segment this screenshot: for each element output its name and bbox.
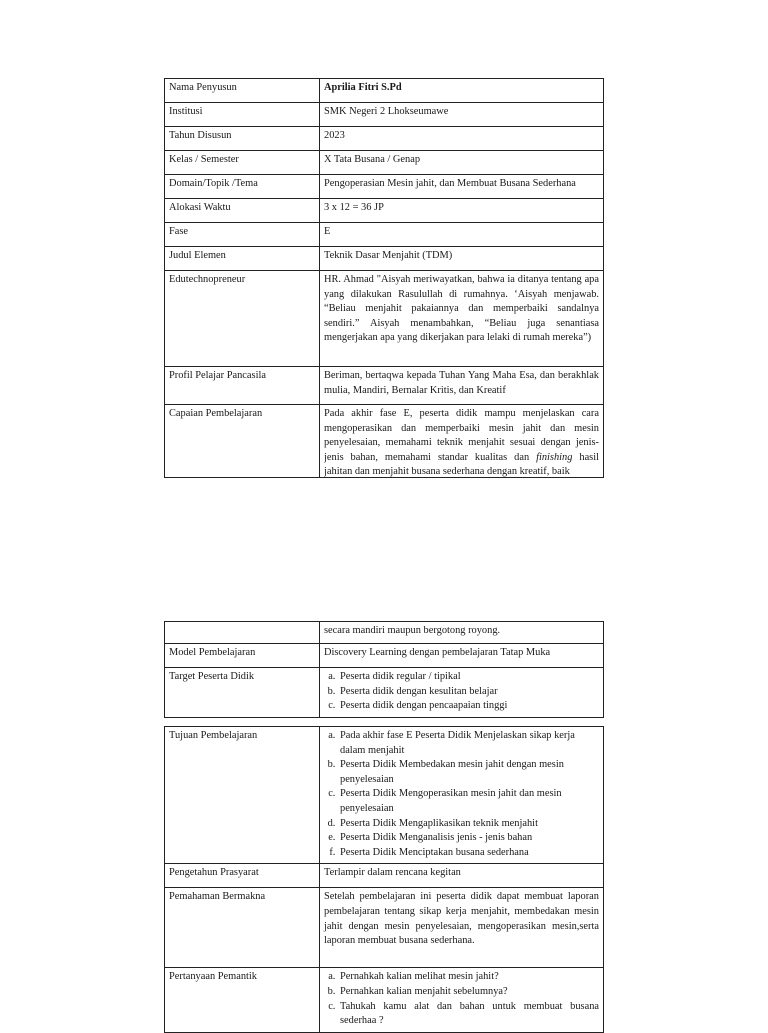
list-item: b. Pernahkan kalian menjahit sebelumnya? [338, 985, 599, 1000]
table-row [165, 79, 604, 103]
list-item: d. Peserta Didik Mengaplikasikan teknik menjahit [338, 817, 599, 832]
capaian-text-part: Pada akhir fase E, peserta didik mampu menjelaskan cara mengoperasikan dan memperbaiki mesin jahit dan mesin penyelesaian, memahami teknik menjahit sesuai dengan jenis-jenis bahan, memahami standar kualitas dan [324, 408, 599, 463]
table-row [165, 127, 604, 151]
target-list [324, 670, 599, 714]
row-label: Profil Pelajar Pancasila [165, 367, 320, 405]
continuation-text: secara mandiri maupun bergotong royong. [320, 622, 604, 644]
list-item: c. Peserta Didik Mengoperasikan mesin jahit dan mesin penyelesaian [338, 787, 599, 816]
tujuan-list [324, 729, 599, 860]
row-label: Tujuan Pembelajaran [165, 727, 320, 864]
row-value: X Tata Busana / Genap [320, 151, 604, 175]
row-label [165, 622, 320, 644]
table-row [165, 968, 604, 1032]
capaian-text [324, 405, 599, 477]
table-row [165, 888, 604, 968]
list-item: f. Peserta Didik Menciptakan busana sederhana [338, 846, 599, 861]
target-list-cell [320, 668, 604, 718]
list-item: a. Peserta didik regular / tipikal [338, 670, 599, 685]
table-row [165, 367, 604, 405]
table-row [165, 668, 604, 718]
table-row [165, 199, 604, 223]
list-item: a. Pernahkah kalian melihat mesin jahit? [338, 970, 599, 985]
row-label: Capaian Pembelajaran [165, 405, 320, 478]
row-value: E [320, 223, 604, 247]
row-label: Edutechnopreneur [165, 271, 320, 367]
row-label: Nama Penyusun [165, 79, 320, 103]
row-value: Pengoperasian Mesin jahit, dan Membuat Busana Sederhana [320, 175, 604, 199]
row-value: 2023 [320, 127, 604, 151]
row-value: HR. Ahmad "Aisyah meriwayatkan, bahwa ia ditanya tentang apa yang dilakukan Rasulullah di rumahnya. ‘Aisyah menjawab. “Beliau menjahit pakaiannya dan memperbaiki sandalnya sendiri.” Aisyah menambahkan, “Beliau juga senantiasa mengerjakan apa yang dikerjakan para lelaki di rumah mereka”) [320, 271, 604, 367]
row-label: Target Peserta Didik [165, 668, 320, 718]
row-value: Discovery Learning dengan pembelajaran Tatap Muka [320, 644, 604, 668]
list-item: a. Pada akhir fase E Peserta Didik Menjelaskan sikap kerja dalam menjahit [338, 729, 599, 758]
table-row [165, 175, 604, 199]
table-row [165, 405, 604, 478]
identity-table [164, 78, 604, 478]
row-label: Tahun Disusun [165, 127, 320, 151]
tujuan-list-cell [320, 727, 604, 864]
table-row [165, 727, 604, 864]
capaian-text-part: hasil jahitan dan menjahit busana sederhana dengan kreatif, baik [324, 451, 599, 477]
row-value: Aprilia Fitri S.Pd [320, 79, 604, 103]
row-label: Pemahaman Bermakna [165, 888, 320, 968]
table-row [165, 622, 604, 644]
table-row [165, 223, 604, 247]
row-label: Pengetahun Prasyarat [165, 864, 320, 888]
row-value: Terlampir dalam rencana kegitan [320, 864, 604, 888]
list-item: b. Peserta Didik Membedakan mesin jahit dengan mesin penyelesaian [338, 758, 599, 787]
pertanyaan-list [324, 970, 599, 1028]
table-row [165, 103, 604, 127]
row-label: Domain/Topik /Tema [165, 175, 320, 199]
row-label: Fase [165, 223, 320, 247]
list-item: e. Peserta Didik Menganalisis jenis - jenis bahan [338, 831, 599, 846]
capaian-cell [320, 405, 604, 478]
table-row [165, 644, 604, 668]
capaian-italic: finishing [536, 451, 573, 463]
row-value: SMK Negeri 2 Lhokseumawe [320, 103, 604, 127]
list-item: c. Tahukah kamu alat dan bahan untuk membuat busana sederhaa ? [338, 1000, 599, 1029]
objectives-table [164, 726, 604, 1033]
table-row [165, 864, 604, 888]
row-label: Institusi [165, 103, 320, 127]
row-label: Pertanyaan Pemantik [165, 968, 320, 1032]
list-item: b. Peserta didik dengan kesulitan belajar [338, 685, 599, 700]
model-table [164, 621, 604, 718]
row-label: Alokasi Waktu [165, 199, 320, 223]
row-value: 3 x 12 = 36 JP [320, 199, 604, 223]
table-row [165, 151, 604, 175]
row-label: Model Pembelajaran [165, 644, 320, 668]
row-value: Teknik Dasar Menjahit (TDM) [320, 247, 604, 271]
row-value: Setelah pembelajaran ini peserta didik dapat membuat laporan pembelajaran tentang sikap kerja menjahit, membedakan mesin jahit dengan mesin penyelesaian, mengoperasikan mesin,serta laporan membuat busana sederhana. [320, 888, 604, 968]
list-item: c. Peserta didik dengan pencaapaian tinggi [338, 699, 599, 714]
row-label: Kelas / Semester [165, 151, 320, 175]
table-row [165, 247, 604, 271]
table-row [165, 271, 604, 367]
row-value: Beriman, bertaqwa kepada Tuhan Yang Maha Esa, dan berakhlak mulia, Mandiri, Bernalar Kritis, dan Kreatif [320, 367, 604, 405]
pertanyaan-list-cell [320, 968, 604, 1032]
row-label: Judul Elemen [165, 247, 320, 271]
